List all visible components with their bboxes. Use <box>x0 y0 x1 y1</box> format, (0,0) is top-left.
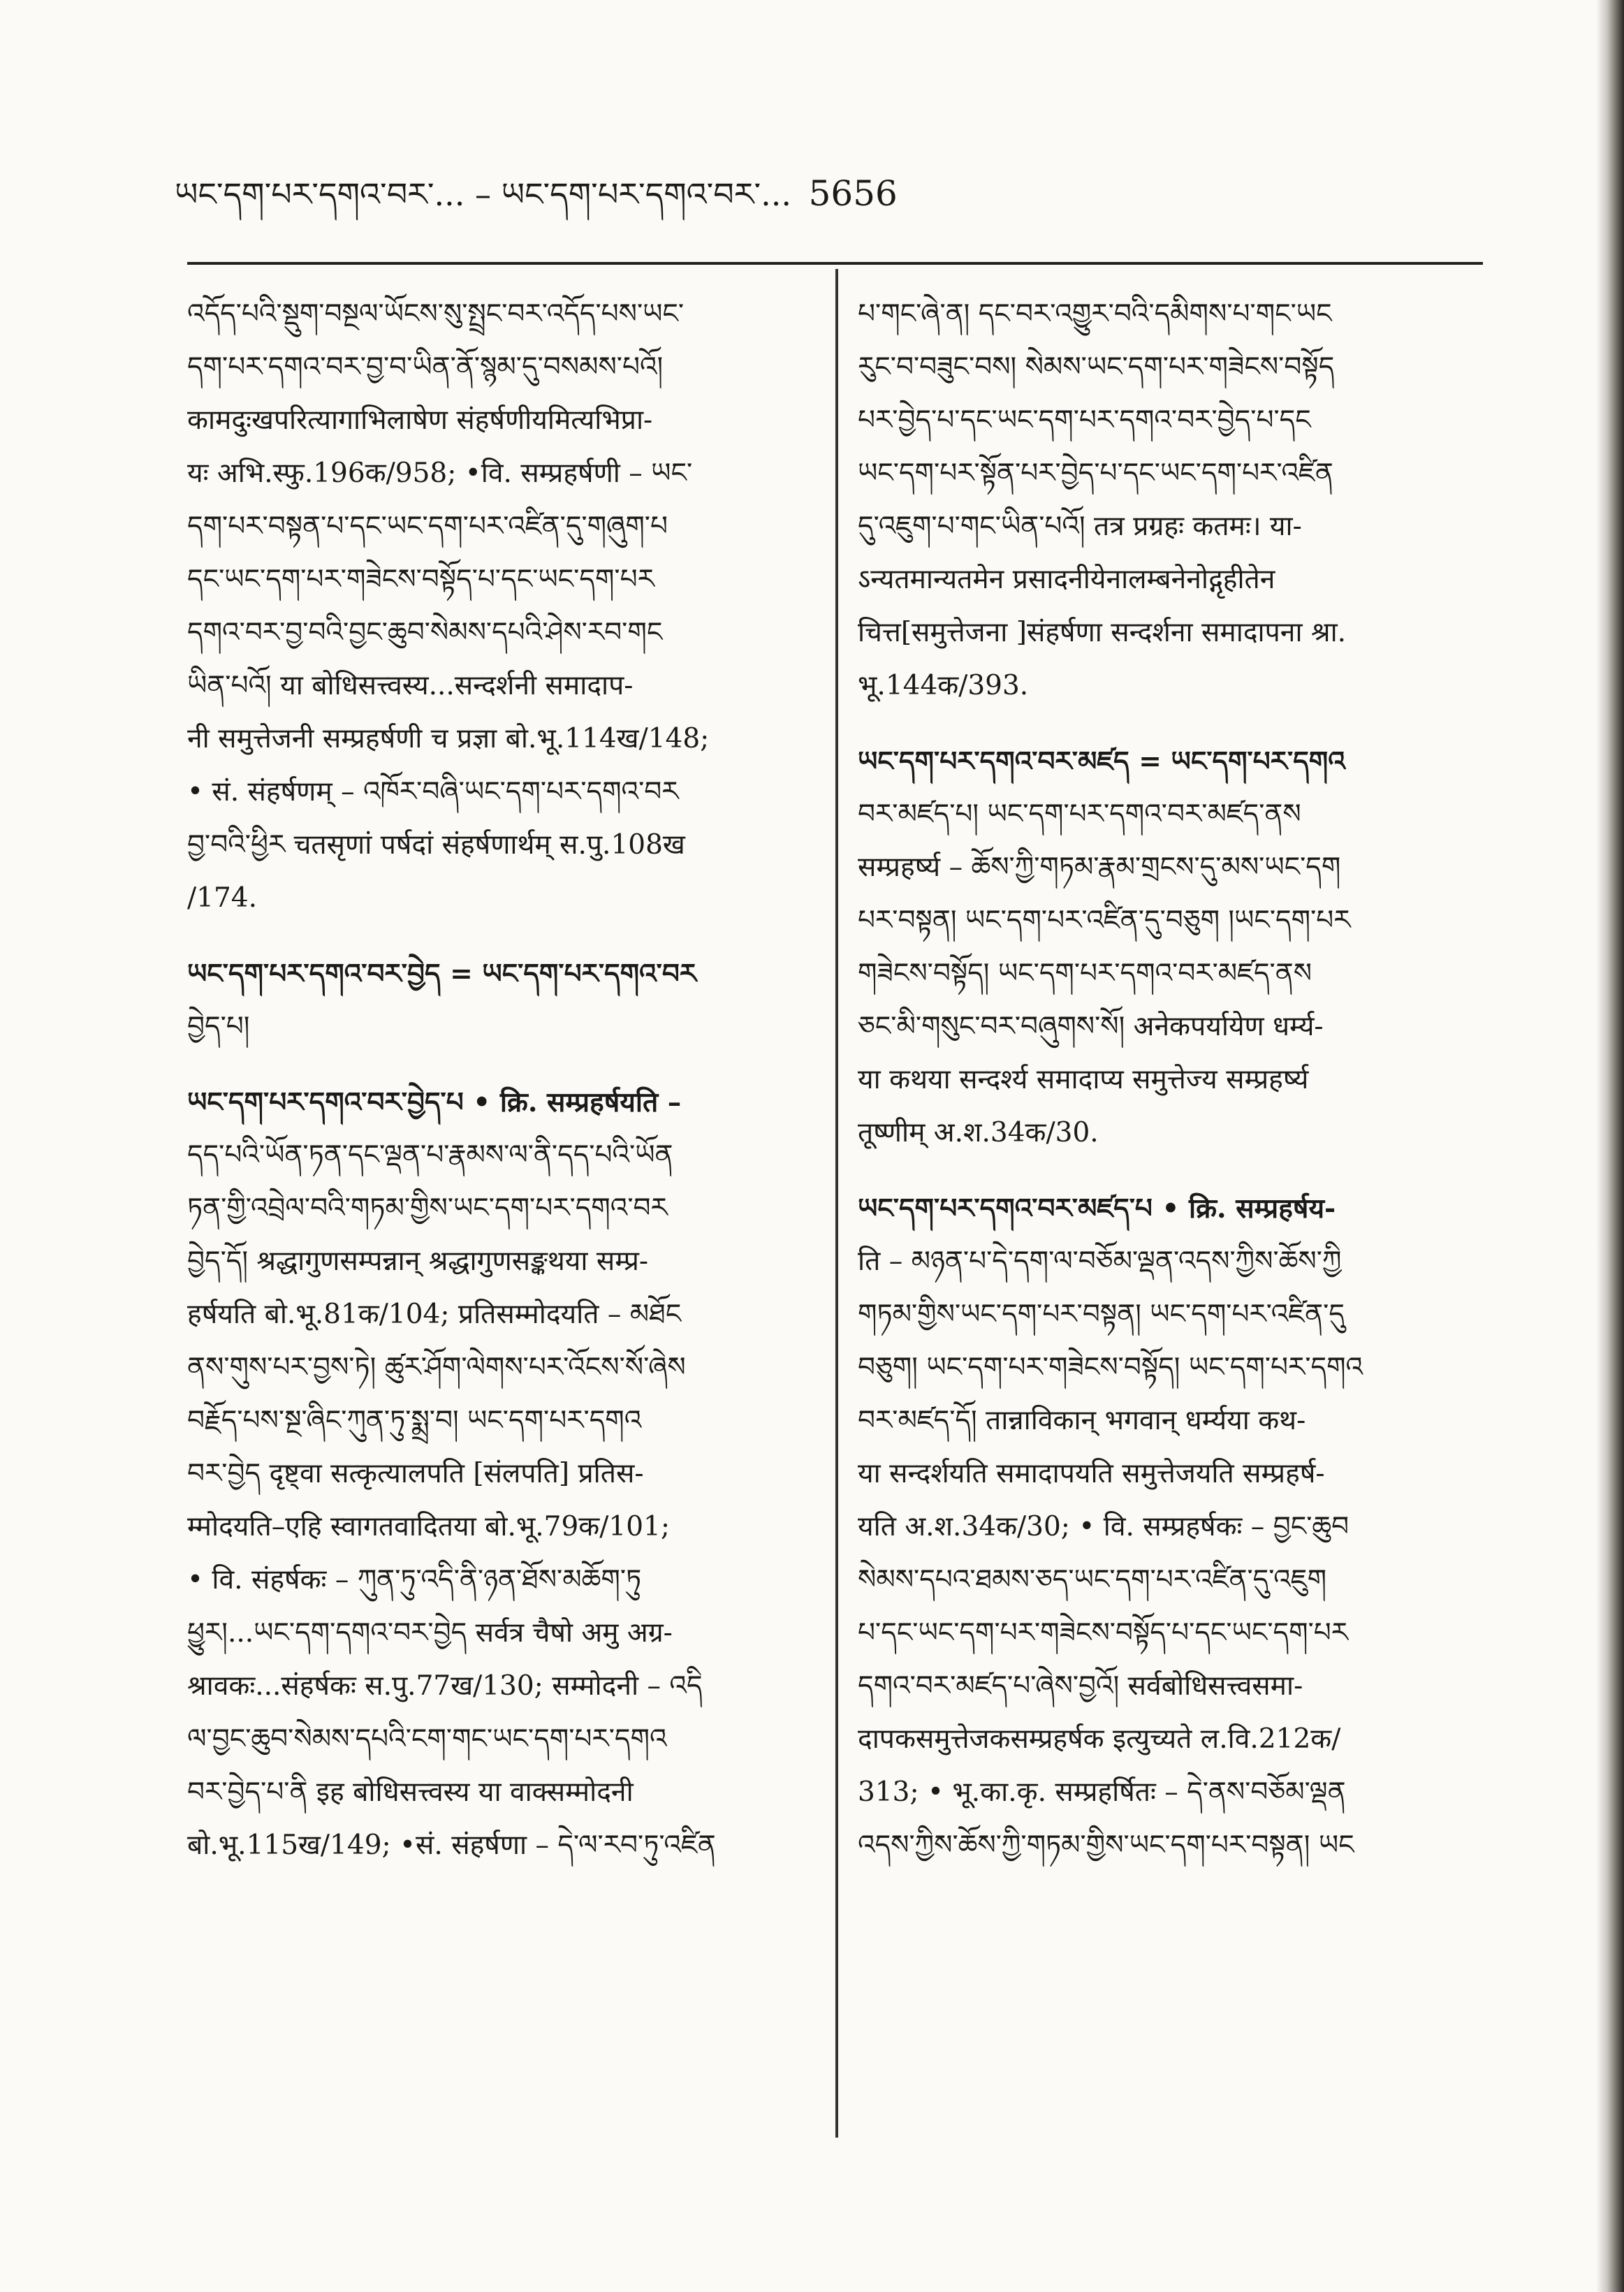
entry-line: ति – མཉན་པ་དེ་དག་ལ་བཅོམ་ལྡན་འདས་ཀྱིས་ཆོས་ཀྱི <box>858 1246 1342 1277</box>
entry-line: ལ་བྱང་ཆུབ་སེམས་དཔའི་ངག་གང་ཡང་དག་པར་དགའ <box>187 1723 667 1755</box>
entry-line: བྱེད་པ། <box>187 1011 250 1042</box>
entry-line: བར་བྱེད་པ་ནི इह बोधिसत्त्वस्य या वाक्सम्मोदनी <box>187 1776 634 1808</box>
entry-line: ནས་གུས་པར་བྱས་ཏེ། ཚུར་ཤོག་ལེགས་པར་འོངས་སོ་ཞེས <box>187 1352 686 1383</box>
entry-line: དགའ་བར་བྱ་བའི་བྱང་ཆུབ་སེམས་དཔའི་ཤེས་རབ་གང <box>187 617 663 648</box>
entry-line: यति अ.श.34क/30; • वि. सम्प्रहर्षकः – བྱང་ཆུབ <box>858 1511 1349 1542</box>
entry-line: སེམས་དཔའ་ཐམས་ཅད་ཡང་དག་པར་འཛིན་དུ་འཇུག <box>858 1564 1327 1596</box>
entry-line: གཏམ་གྱིས་ཡང་དག་པར་བསྟན། ཡང་དག་པར་འཛིན་དུ <box>858 1299 1345 1330</box>
entry-line: चित्त[समुत्तेजना ]संहर्षणा सन्दर्शना समादापना श्रा. <box>858 617 1347 648</box>
entry-line: པར་བྱེད་པ་དང་ཡང་དག་པར་དགའ་བར་བྱེད་པ་དང <box>858 404 1311 436</box>
entry-line: म्मोदयति–एहि स्वागतवादितया बो.भू.79क/101; <box>187 1511 670 1542</box>
entry-line: यः अभि.स्फु.196क/958; •वि. सम्प्रहर्षणी – ཡང་ <box>187 458 693 489</box>
dictionary-entry <box>858 735 1486 1160</box>
entry-line: ऽन्यतमान्यतमेन प्रसादनीयेनालम्बनेनोद्गृहीतेन <box>858 564 1275 595</box>
entry-headword: ཡང་དག་པར་དགའ་བར་མཛད = ཡང་དག་པར་དགའ <box>858 745 1345 778</box>
left-column <box>187 288 809 1895</box>
entry-headword: ཡང་དག་པར་དགའ་བར་བྱེད་པ • क्रि. सम्प्रहर्षयति – <box>187 1086 682 1118</box>
entry-line: • वि. संहर्षकः – ཀུན་ཏུ་འདི་ནི་ཉན་ཐོས་མཆོག་ཏུ <box>187 1564 642 1596</box>
page-edge-shadow <box>1596 0 1624 2292</box>
entry-line: या कथया सन्दर्श्य समादाप्य समुत्तेज्य सम्प्रहर्ष्य <box>858 1064 1309 1095</box>
entry-line: རུང་བ་བཟུང་བས། སེམས་ཡང་དག་པར་གཟེངས་བསྟོད <box>858 351 1335 383</box>
entry-line: བྱ་བའི་ཕྱིར चतसृणां पर्षदां संहर्षणार्थम् स.पु.108ख <box>187 829 685 861</box>
entry-line: འདོད་པའི་སྡུག་བསྔལ་ཡོངས་སུ་སྤྲང་བར་འདོད་པས་ཡང་ <box>187 298 685 330</box>
dictionary-entry <box>858 288 1486 713</box>
entry-line: འདས་ཀྱིས་ཆོས་ཀྱི་གཏམ་གྱིས་ཡང་དག་པར་བསྟན། ཡང <box>858 1830 1354 1861</box>
entry-line: བཅུག། ཡང་དག་པར་གཟེངས་བསྟོད། ཡང་དག་པར་དགའ <box>858 1352 1363 1383</box>
entry-line: तूष्णीम् अ.श.34क/30. <box>858 1117 1099 1148</box>
running-header <box>175 159 1502 249</box>
entry-line: པ་གང་ཞེ་ན། དང་བར་འགྱུར་བའི་དམིགས་པ་གང་ཡང <box>858 298 1332 330</box>
entry-line: བར་མཛད་པ། ཡང་དག་པར་དགའ་བར་མཛད་ནས <box>858 798 1301 830</box>
entry-line: ཡང་དག་པར་སྟོན་པར་བྱེད་པ་དང་ཡང་དག་པར་འཛིན <box>858 458 1333 489</box>
entry-line: भू.144क/393. <box>858 670 1029 701</box>
entry-line: པ་དང་ཡང་དག་པར་གཟེངས་བསྟོད་པ་དང་ཡང་དག་པར <box>858 1617 1349 1649</box>
entry-line: དད་པའི་ཡོན་ཏན་དང་ལྡན་པ་རྣམས་ལ་ནི་དད་པའི་ཡོན <box>187 1139 673 1171</box>
entry-line: བར་བྱེད दृष्ट्वा सत्कृत्यालपति [संलपति] प्रतिस- <box>187 1458 644 1489</box>
running-title: ཡང་དག་པར་དགའ་བར་... – ཡང་དག་པར་དགའ་བར་... <box>175 175 791 213</box>
entry-line: सम्प्रहर्ष्य – ཆོས་ཀྱི་གཏམ་རྣམ་གྲངས་དུ་མས་ཡང་དག <box>858 852 1341 883</box>
entry-line: ཏན་གྱི་འབྲེལ་བའི་གཏམ་གྱིས་ཡང་དག་པར་དགའ་བར <box>187 1192 668 1224</box>
entry-headword: ཡང་དག་པར་དགའ་བར་བྱེད = ཡང་དག་པར་དགའ་བར <box>187 958 697 990</box>
entry-line: དག་པར་དགའ་བར་བྱ་བ་ཡིན་ནོ་སྙམ་དུ་བསམས་པའོ། <box>187 351 664 383</box>
entry-line: ཕྱུར།...ཡང་དག་དགའ་བར་བྱེད सर्वत्र चैषो अमु अग्र- <box>187 1617 673 1649</box>
entry-line: བརྗོད་པས་སྔ་ཞིང་ཀུན་ཏུ་སྨྲ་བ། ཡང་དག་པར་དགའ <box>187 1405 642 1436</box>
entry-line: कामदुःखपरित्यागाभिलाषेण संहर्षणीयमित्यभिप्रा- <box>187 404 653 436</box>
entry-line: • सं. संहर्षणम् – འཁོར་བཞི་ཡང་དག་པར་དགའ་བར <box>187 776 679 808</box>
entry-line: 313; • भू.का.कृ. सम्प्रहर्षितः – དེ་ནས་བཅོམ་ལྡན <box>858 1776 1346 1808</box>
dictionary-entry <box>858 1182 1486 1872</box>
right-column <box>858 288 1486 1895</box>
column-divider <box>835 269 838 2138</box>
entry-line: बो.भू.115ख/149; •सं. संहर्षणा – དེ་ལ་རབ་ཏུ་འཛིན <box>187 1830 716 1861</box>
entry-line: या सन्दर्शयति समादापयति समुत्तेजयति सम्प्रहर्ष- <box>858 1458 1325 1489</box>
dictionary-entry <box>187 288 809 925</box>
dictionary-entry <box>187 1076 809 1872</box>
entry-line: པར་བསྟན། ཡང་དག་པར་འཛིན་དུ་བཅུག །ཡང་དག་པར <box>858 905 1351 936</box>
entry-line: དུ་འཇུག་པ་གང་ཡིན་པའོ། तत्र प्रग्रहः कतमः। या- <box>858 511 1302 542</box>
entry-headword: ཡང་དག་པར་དགའ་བར་མཛད་པ • क्रि. सम्प्रहर्षय- <box>858 1192 1336 1225</box>
entry-line: श्रावकः...संहर्षकः स.पु.77ख/130; सम्मोदनी – འདི <box>187 1670 703 1702</box>
entry-line: གཟེངས་བསྟོད། ཡང་དག་པར་དགའ་བར་མཛད་ནས <box>858 958 1312 989</box>
dictionary-entry <box>187 947 809 1053</box>
entry-line: ཅང་མི་གསུང་བར་བཞུགས་སོ། अनेकपर्यायेण धर्म्य- <box>858 1011 1324 1042</box>
entry-line: ཡིན་པའོ། या बोधिसत्त्वस्य...सन्दर्शनी समादाप- <box>187 670 634 701</box>
page-number: 5656 <box>808 173 898 214</box>
entry-line: བྱེད་དོ། श्रद्धागुणसम्पन्नान् श्रद्धागुणसङ्कथया सम्प्र- <box>187 1246 649 1277</box>
entry-line: དག་པར་བསྟན་པ་དང་ཡང་དག་པར་འཛིན་དུ་གཞུག་པ <box>187 511 668 542</box>
entry-line: དང་ཡང་དག་པར་གཟེངས་བསྟོད་པ་དང་ཡང་དག་པར <box>187 564 654 595</box>
entry-line: हर्षयति बो.भू.81क/104; प्रतिसम्मोदयति – མཐོང <box>187 1299 682 1330</box>
entry-line: नी समुत्तेजनी सम्प्रहर्षणी च प्रज्ञा बो.भू.114ख/148; <box>187 723 710 754</box>
entry-line: དགའ་བར་མཛད་པ་ཞེས་བྱའོ། सर्वबोधिसत्त्वसमा- <box>858 1670 1303 1702</box>
entry-line: दापकसमुत्तेजकसम्प्रहर्षक इत्युच्यते ल.वि.212क/ <box>858 1723 1341 1755</box>
header-rule <box>187 262 1483 265</box>
entry-line: བར་མཛད་དོ། तान्नाविकान् भगवान् धर्म्यया कथ- <box>858 1405 1306 1436</box>
entry-line: /174. <box>187 882 257 914</box>
